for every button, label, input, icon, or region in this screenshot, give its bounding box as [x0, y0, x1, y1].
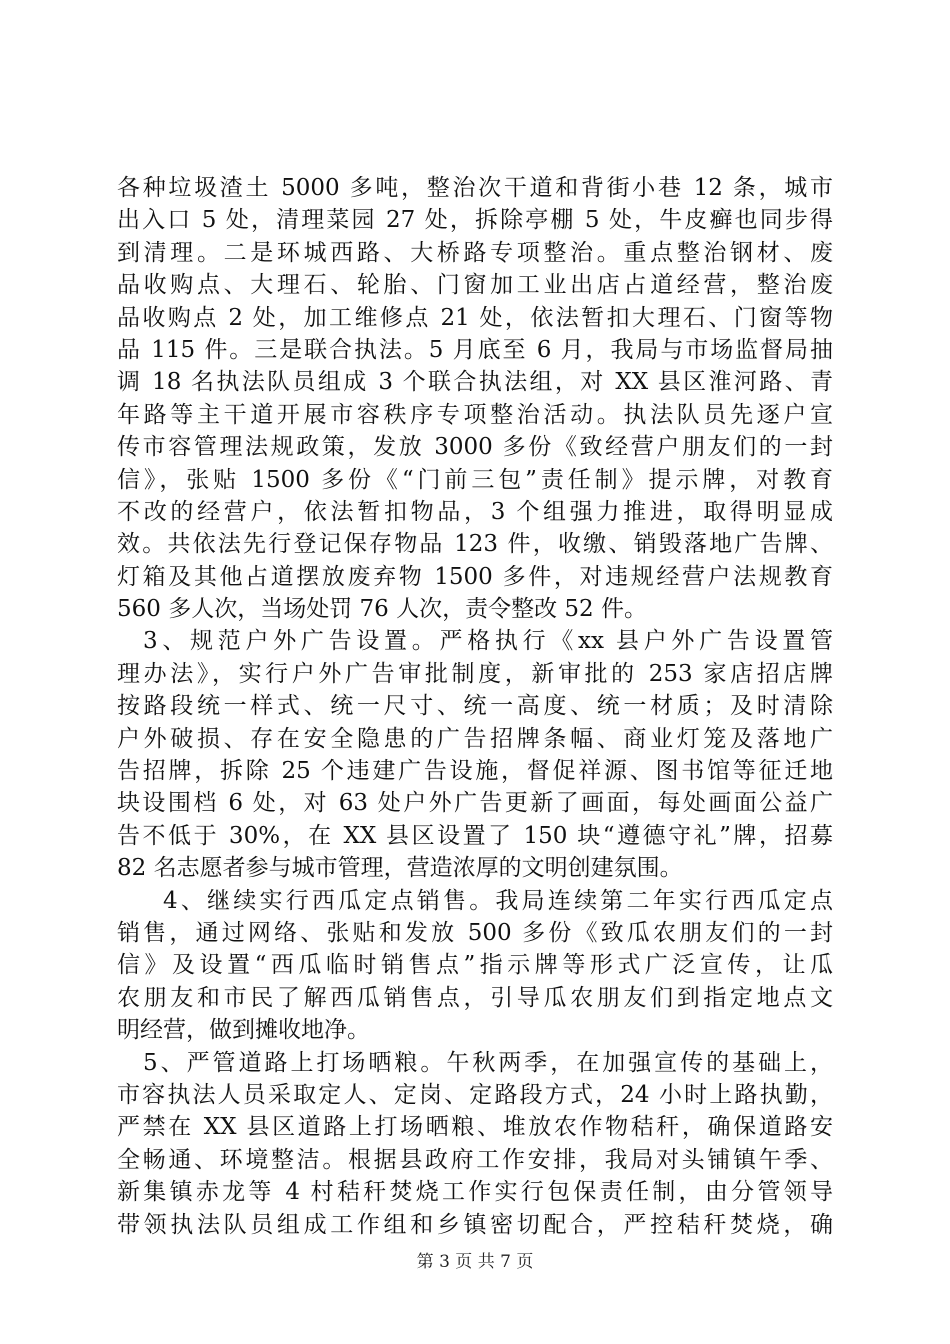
- text-line: 4、继续实行西瓜定点销售。我局连续第二年实行西瓜定点: [163, 887, 833, 914]
- text-line: 年路等主干道开展市容秩序专项整治活动。执法队员先逐户宣: [117, 401, 833, 428]
- text-line: 信》，张贴 1500 多份《“门前三包”责任制》提示牌，对教育: [117, 466, 833, 493]
- text-line: 按路段统一样式、统一尺寸、统一高度、统一材质；及时清除: [117, 693, 833, 720]
- text-line: 告招牌，拆除 25 个违建广告设施，督促祥源、图书馆等征迁地: [117, 758, 833, 785]
- text-line: 560 多人次，当场处罚 76 人次，责令整改 52 件。: [117, 596, 647, 623]
- text-line: 告不低于 30%，在 XX 县区设置了 150 块“遵德守礼”牌，招募: [117, 822, 833, 849]
- text-line: 严禁在 XX 县区道路上打场晒粮、堆放农作物秸秆，确保道路安: [117, 1114, 833, 1141]
- text-line: 各种垃圾渣土 5000 多吨，整治次干道和背街小巷 12 条，城市: [117, 175, 833, 201]
- text-line: 全畅通、环境整洁。根据县政府工作安排，我局对头铺镇午季、: [117, 1146, 833, 1173]
- text-line: 3、规范户外广告设置。严格执行《xx 县户外广告设置管: [143, 628, 833, 655]
- document-body: [117, 172, 833, 1241]
- text-line: 户外破损、存在安全隐患的广告招牌条幅、商业灯笼及落地广: [117, 725, 833, 752]
- text-line: 市容执法人员采取定人、定岗、定路段方式，24 小时上路执勤，: [117, 1081, 833, 1108]
- text-line: 理办法》，实行户外广告审批制度，新审批的 253 家店招店牌: [117, 660, 833, 687]
- page-footer: 第 3 页 共 7 页: [416, 1252, 534, 1272]
- text-line: 到清理。二是环城西路、大桥路专项整治。重点整治钢材、废: [117, 239, 833, 266]
- text-line: 品收购点、大理石、轮胎、门窗加工业出店占道经营，整治废: [117, 272, 833, 299]
- text-line: 82 名志愿者参与城市管理，营造浓厚的文明创建氛围。: [117, 855, 683, 882]
- text-line: 出入口 5 处，清理菜园 27 处，拆除亭棚 5 处，牛皮癣也同步得: [117, 207, 833, 234]
- text-line: 灯箱及其他占道摆放废弃物 1500 多件，对违规经营户法规教育: [117, 563, 833, 590]
- text-line: 效。共依法先行登记保存物品 123 件，收缴、销毁落地广告牌、: [117, 531, 833, 558]
- text-line: 农朋友和市民了解西瓜销售点，引导瓜农朋友们到指定地点文: [117, 984, 833, 1011]
- text-line: 调 18 名执法队员组成 3 个联合执法组，对 XX 县区淮河路、青: [117, 369, 833, 396]
- text-line: 不改的经营户，依法暂扣物品，3 个组强力推进，取得明显成: [117, 498, 833, 525]
- text-line: 传市容管理法规政策，发放 3000 多份《致经营户朋友们的一封: [117, 434, 833, 461]
- text-line: 明经营，做到摊收地净。: [117, 1017, 370, 1044]
- text-line: 5、严管道路上打场晒粮。午秋两季，在加强宣传的基础上，: [143, 1049, 833, 1076]
- text-line: 新集镇赤龙等 4 村秸秆焚烧工作实行包保责任制，由分管领导: [117, 1179, 833, 1206]
- text-line: 品 115 件。三是联合执法。5 月底至 6 月，我局与市场监督局抽: [117, 336, 833, 363]
- text-line: 信》及设置“西瓜临时销售点”指示牌等形式广泛宣传，让瓜: [117, 952, 833, 979]
- text-line: 品收购点 2 处，加工维修点 21 处，依法暂扣大理石、门窗等物: [117, 304, 833, 331]
- text-line: 带领执法队员组成工作组和乡镇密切配合，严控秸秆焚烧，确: [117, 1211, 833, 1238]
- text-line: 块设围档 6 处，对 63 处户外广告更新了画面，每处画面公益广: [117, 790, 833, 817]
- text-line: 销售，通过网络、张贴和发放 500 多份《致瓜农朋友们的一封: [117, 919, 833, 946]
